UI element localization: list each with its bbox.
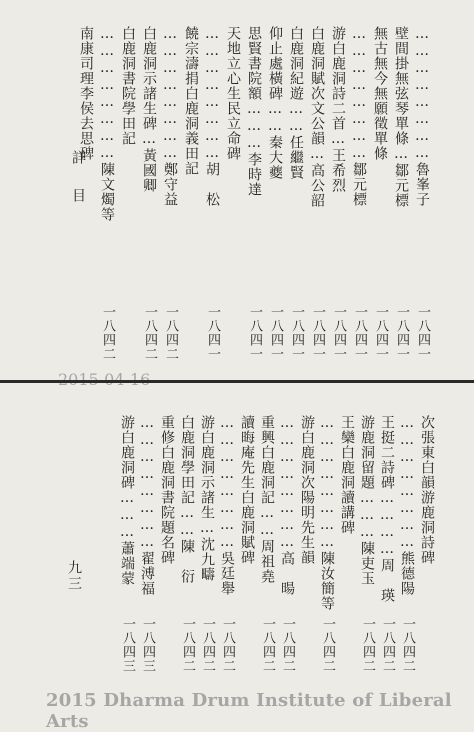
toc-entry: ……………………胡 松 (204, 26, 220, 207)
toc-page-number: 一八四二 (142, 305, 157, 361)
toc-entry: 白鹿洞賦次文公韻…高公韶 (309, 26, 325, 208)
toc-entry: 仰止處橫碑……秦大夔 (267, 26, 283, 180)
toc-entry: 白鹿洞紀遊……任繼賢 (288, 26, 304, 180)
toc-page-number: 一八四二 (280, 617, 295, 673)
toc-entry: 游白鹿洞詩二首…王希烈 (330, 26, 346, 193)
toc-entry: 南康司理李侯去思碑 (78, 26, 94, 161)
toc-entry: 白鹿洞示諸生碑…黃國卿 (141, 26, 157, 193)
toc-page-number: 一八四二 (400, 617, 415, 673)
toc-page-number: 一八四二 (320, 617, 335, 673)
toc-page-number: 一八四一 (268, 305, 283, 361)
toc-entry: 讀晦庵先生白鹿洞賦碑 (239, 415, 255, 565)
toc-entry: 王挺二詩碑…………周 瑛 (379, 415, 395, 603)
toc-entry: 無古無今無願徵單條 (372, 26, 388, 161)
toc-entry: ……………………高 暘 (279, 415, 295, 596)
toc-entry: ……………………熊德陽 (399, 415, 415, 596)
toc-entry: 白鹿洞學田記……陳 衍 (179, 415, 195, 584)
side-label: 詳目 (70, 150, 86, 226)
toc-entry: ……………………魯峯子 (414, 26, 430, 207)
page-number: 九三 (66, 560, 82, 592)
toc-entry: ……………………陳文燭等 (99, 26, 115, 222)
toc-page-number: 一八四一 (247, 305, 262, 361)
toc-entry: 饒宗濤捐白鹿洞義田記 (183, 26, 199, 176)
toc-page-number: 一八四三 (140, 617, 155, 673)
toc-entry: 重修白鹿洞書院題名碑 (159, 415, 175, 565)
toc-entry: 天地立心生民立命碑 (225, 26, 241, 161)
toc-entry: 王欒白鹿洞讀講碑 (339, 415, 355, 535)
toc-page-number: 一八四一 (394, 305, 409, 361)
toc-entry: ……………………鄭守益 (162, 26, 178, 207)
toc-page-number: 一八四二 (200, 617, 215, 673)
toc-page-number: 一八四二 (380, 617, 395, 673)
toc-page-number: 一八四二 (100, 305, 115, 361)
toc-entry: ……………………翟溥福 (139, 415, 155, 596)
toc-page-number: 一八四二 (220, 617, 235, 673)
toc-page-number: 一八四一 (373, 305, 388, 361)
toc-page-number: 一八四二 (260, 617, 275, 673)
toc-entry: 游鹿洞留題………陳吏玉 (359, 415, 375, 586)
toc-entry: 重興白鹿洞記……周祖堯 (259, 415, 275, 584)
toc-entry: 壁間掛無弦琴單條…鄒元標 (393, 26, 409, 208)
toc-page-number: 一八四二 (360, 617, 375, 673)
toc-entry: 游白鹿洞示諸生…沈九疇 (199, 415, 215, 582)
toc-entry: ……………………陳汝簡等 (319, 415, 335, 611)
toc-entry: 游白鹿洞碑………蕭端蒙 (119, 415, 135, 586)
toc-page-number: 一八四二 (180, 617, 195, 673)
toc-entry: ……………………吳廷舉 (219, 415, 235, 596)
toc-entry: 游白鹿洞次陽明先生韻 (299, 415, 315, 565)
toc-page-number: 一八四一 (310, 305, 325, 361)
toc-entry: 思賢書院額………李時達 (246, 26, 262, 197)
toc-entry: 次張東白韻游鹿洞詩碑 (419, 415, 435, 565)
toc-page-number: 一八四二 (163, 305, 178, 361)
toc-page-number: 一八四一 (205, 305, 220, 361)
toc-page-number: 一八四三 (120, 617, 135, 673)
toc-page-number: 一八四一 (289, 305, 304, 361)
section-divider (0, 380, 474, 383)
toc-page-number: 一八四一 (331, 305, 346, 361)
toc-page-number: 一八四一 (352, 305, 367, 361)
institute-watermark: 2015 Dharma Drum Institute of Liberal Arts (46, 690, 452, 732)
toc-entry: 白鹿洞書院學田記 (120, 26, 136, 146)
toc-page-number: 一八四一 (415, 305, 430, 361)
toc-entry: ……………………鄒元標 (351, 26, 367, 207)
